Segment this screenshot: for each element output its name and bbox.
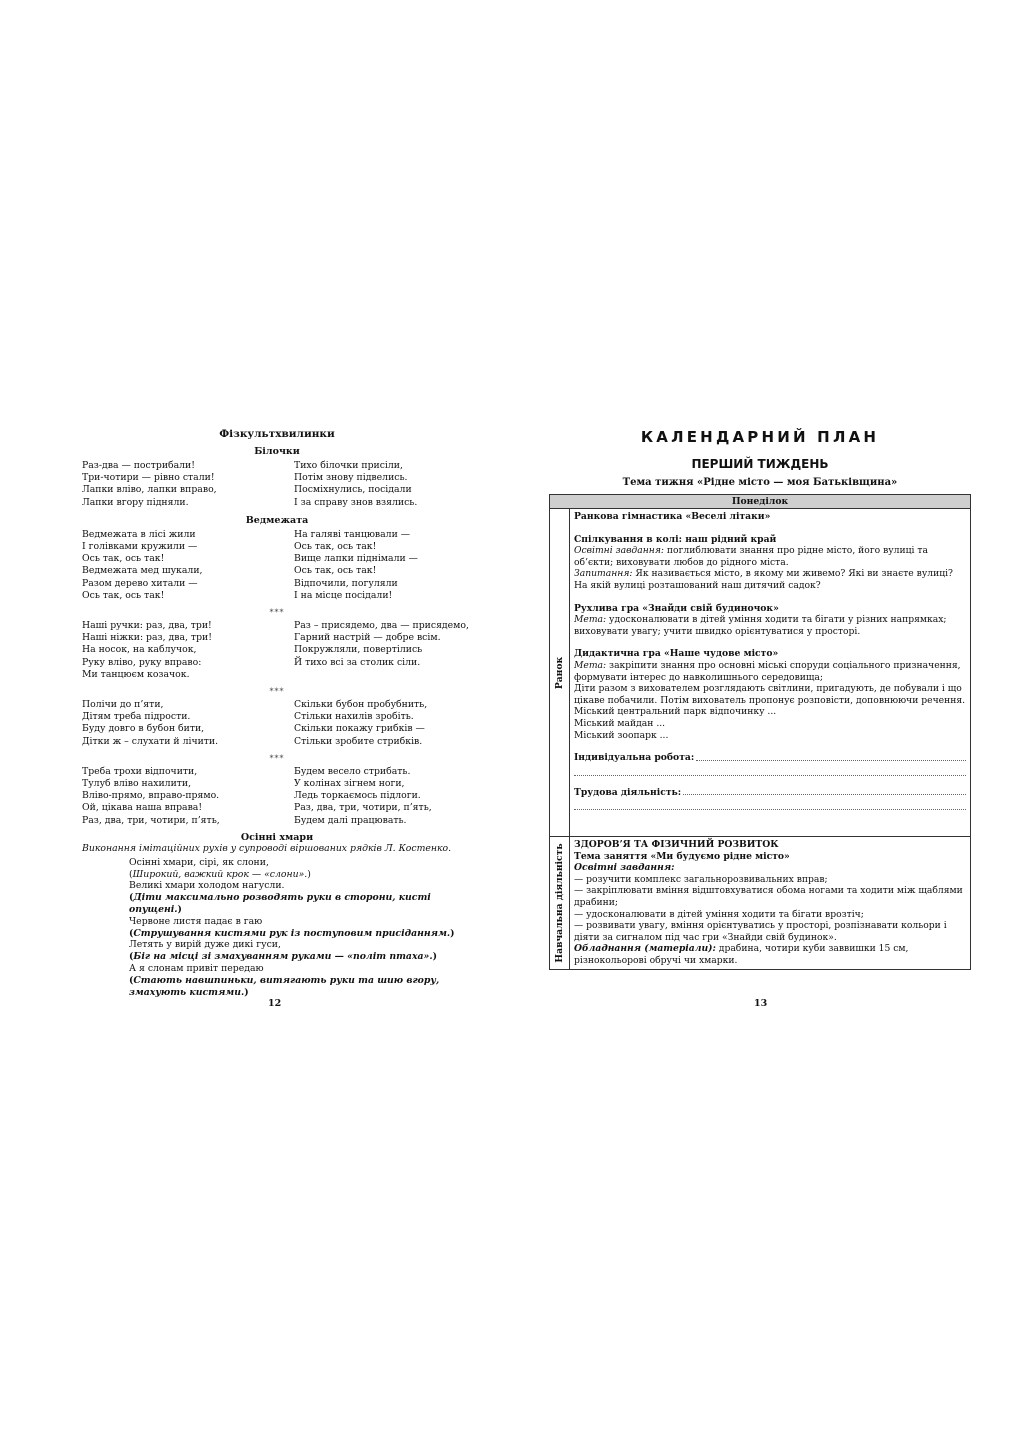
labour-activity: Трудова діяльність: [574, 787, 966, 799]
poem-line: Тихо білочки присіли, [294, 460, 403, 471]
poem-line: Руку вліво, руку вправо: [82, 656, 202, 668]
poem [82, 529, 472, 602]
poem-line: Ведмежата мед шукали, [82, 565, 203, 577]
game-title: Рухлива гра «Знайди свій будиночок» [574, 602, 779, 614]
poem-column [294, 529, 472, 602]
clouds-poem [82, 857, 472, 999]
clouds-line: А я слонам привіт передаю [129, 963, 264, 975]
poem-line: Дітям треба підрости. [82, 711, 191, 723]
didactic-park: Міський центральний парк відпочинку ... [574, 706, 777, 718]
circle-title: Спілкування в колі: наш рідний край [574, 533, 777, 545]
poem-line: Ось так, ось так! [82, 553, 165, 565]
poem-heading: *** [269, 687, 285, 697]
poem-line: Вліво-прямо, вправо-прямо. [82, 790, 220, 802]
didactic-zoo: Міський зоопарк ... [574, 729, 669, 741]
poem-line: Ми танцюєм козачок. [82, 668, 190, 680]
individual-work: Індивідуальна робота: [574, 752, 966, 764]
poem-line: Вище лапки піднімали — [294, 553, 418, 565]
clouds-line: (Діти максимально розводять руки в сторони, кисті опущені.) [129, 892, 431, 916]
poem-heading: *** [269, 608, 285, 618]
poem-column [82, 620, 294, 681]
poem-heading: Ведмежата [245, 514, 309, 526]
fill-line [574, 798, 966, 810]
poem-line: Три-чотири — рівно стали! [82, 472, 215, 484]
page-number-right: 13 [754, 998, 768, 1009]
poem-line: Ось так, ось так! [294, 541, 377, 553]
week-theme: Тема тижня «Рідне місто — моя Батьківщина» [622, 477, 898, 488]
poem-heading: *** [269, 753, 285, 763]
poem-line: Раз-два — пострибали! [82, 460, 195, 471]
poem-line: Раз, два, три, чотири, п’ять, [294, 802, 432, 814]
right-page [549, 428, 971, 970]
didactic-square: Міський майдан ... [574, 717, 666, 729]
poem-heading: Білочки [254, 446, 300, 457]
clouds-line: Великі хмари холодом нагусли. [129, 880, 285, 892]
study-task: — розучити комплекс загальнорозвивальних вправ; [574, 873, 828, 885]
week-title: ПЕРШИЙ ТИЖДЕНЬ [691, 457, 829, 471]
plan-table [549, 494, 971, 970]
clouds-line: Осінні хмари, сірі, як слони, [129, 856, 269, 868]
poem-line: Наші ручки: раз, два, три! [82, 620, 212, 632]
poem-line: Ледь торкаємось підлоги. [294, 790, 421, 802]
clouds-line: (Біг на місці зі змахуванням руками — «політ птаха».) [129, 951, 437, 963]
poem-line: Покружляли, повертілись [294, 644, 423, 656]
poem-line: Посміхнулись, посідали [294, 484, 412, 496]
poem-column [294, 620, 472, 681]
poem-line: Потім знову підвелись. [294, 472, 408, 484]
gym-title: Ранкова гімнастика «Веселі літаки» [574, 511, 771, 522]
poem-line: І за справу знов взялись. [294, 496, 418, 508]
poem-line: На галяві танцювали — [294, 528, 411, 540]
section-title: Фізкультхвилинки [219, 428, 335, 440]
poem-line: Будем весело стрибать. [294, 765, 411, 777]
poem-line: Ой, цікава наша вправа! [82, 802, 203, 814]
poem-line: І голівками кружили — [82, 541, 198, 553]
poem-column [294, 699, 472, 748]
study-task: — розвивати увагу, вміння орієнтуватись у просторі, розпізнавати кольори і діяти за сигналом під час гри «Знайди свій будинок». [574, 920, 947, 943]
poem-line: Треба трохи відпочити, [82, 765, 198, 777]
poem-line: Лапки вліво, лапки вправо, [82, 484, 217, 496]
poem-line: Разом дерево хитали — [82, 577, 198, 589]
poem [82, 460, 472, 509]
didactic-goal: Мета: закріпити знання про основні міські споруди соціального призначення, формувати інтерес до навколишнього середовища; [574, 659, 961, 683]
poem-line: Наші ніжки: раз, два, три! [82, 632, 212, 644]
poem-line: Раз, два, три, чотири, п’ять, [82, 814, 220, 826]
poem-line: Буду довго в бубон бити, [82, 723, 205, 735]
poem-column [294, 766, 472, 827]
study-label: Навчальна діяльність [553, 843, 565, 963]
clouds-line: (Широкий, важкий крок — «слони».) [129, 868, 311, 880]
poem [82, 766, 472, 827]
poem-line: Тулуб вліво нахилити, [82, 778, 192, 790]
study-content [570, 837, 971, 970]
circle-questions: Запитання: Як називається місто, в якому ми живемо? Які ви знаєте вулиці? На якій вулиці розташований наш дитячий садок? [574, 568, 953, 591]
poem [82, 699, 472, 748]
study-area: ЗДОРОВ’Я ТА ФІЗИЧНИЙ РОЗВИТОК [574, 839, 779, 850]
clouds-intro: Виконання імітаційних рухів у супроводі віршованих рядків Л. Костенко. [82, 842, 452, 854]
clouds-line: Червоне листя падає в гаю [129, 915, 263, 927]
poem-line: На носок, на каблучок, [82, 644, 197, 656]
didactic-text: Діти разом з вихователем розглядають світлини, пригадують, де побували і що цікаве побачили. Потім вихователь пропонує розповісти, доповнюючи речення. [574, 683, 966, 706]
morning-content [570, 509, 971, 837]
poem-line: І на місце посідали! [294, 589, 393, 601]
poem-line: Будем далі працювать. [294, 814, 407, 826]
left-page [82, 428, 472, 998]
study-lesson: Тема заняття «Ми будуємо рідне місто» [574, 850, 790, 862]
clouds-line: (Струшування кистями рук із поступовим присіданням.) [129, 927, 455, 939]
poem-column [294, 460, 472, 509]
poem-column [82, 529, 294, 602]
morning-label-cell [550, 509, 570, 837]
study-task: — удосконалювати в дітей уміння ходити та бігати врозтіч; [574, 908, 864, 920]
poems [82, 446, 472, 827]
fill-line [574, 764, 966, 776]
morning-label: Ранок [553, 656, 565, 689]
poem-column [82, 766, 294, 827]
poem-line: У колінах зігнем ноги, [294, 778, 405, 790]
poem-line: Раз – присядемо, два — присядемо, [294, 620, 469, 632]
poem-line: Відпочили, погуляли [294, 577, 398, 589]
poem-line: Лапки вгору підняли. [82, 496, 189, 508]
day-header: Понеділок [550, 495, 971, 509]
circle-tasks: Освітні завдання: поглиблювати знання про рідне місто, його вулиці та об’єкти; виховувати любов до рідного міста. [574, 545, 928, 568]
poem-column [82, 460, 294, 509]
clouds-heading: Осінні хмари [240, 831, 314, 843]
poem-line: Дітки ж – слухати й лічити. [82, 735, 219, 747]
poem-line: Скільки покажу грибків — [294, 723, 425, 735]
didactic-title: Дидактична гра «Наше чудове місто» [574, 648, 779, 660]
poem-line: Гарний настрій — добре всім. [294, 632, 441, 644]
study-label-cell [550, 837, 570, 970]
poem-line: Стільки зробите стрибків. [294, 735, 423, 747]
clouds-line: (Стають навшпиньки, витягають руки та шию вгору, змахують кистями.) [129, 974, 440, 998]
poem [82, 620, 472, 681]
poem-line: Стільки нахилів зробіть. [294, 711, 414, 723]
poem-column [82, 699, 294, 748]
poem-line: Ведмежата в лісі жили [82, 528, 196, 540]
poem-line: Ось так, ось так! [82, 589, 165, 601]
calendar-plan-title: КАЛЕНДАРНИЙ ПЛАН [640, 428, 880, 446]
game-goal: Мета: удосконалювати в дітей уміння ходити та бігати у різних напрямках; виховувати увагу; учити швидко орієнтуватися у просторі. [574, 614, 947, 637]
study-equipment: Обладнання (матеріали): драбина, чотири куби заввишки 15 см, різнокольорові обручі чи хмарки. [574, 943, 909, 966]
poem-line: Полічи до п’яти, [82, 699, 164, 711]
clouds-line: Летять у вирій дуже дикі гуси, [129, 939, 281, 951]
poem-line: Скільки бубон пробубнить, [294, 699, 428, 711]
poem-line: Ось так, ось так! [294, 565, 377, 577]
study-tasks-label: Освітні завдання: [574, 862, 675, 874]
page-number-left: 12 [268, 998, 282, 1009]
study-task: — закріплювати вміння відштовхуватися обома ногами та ходити між щаблями драбини; [574, 885, 963, 908]
poem-line: Й тихо всі за столик сіли. [294, 656, 421, 668]
